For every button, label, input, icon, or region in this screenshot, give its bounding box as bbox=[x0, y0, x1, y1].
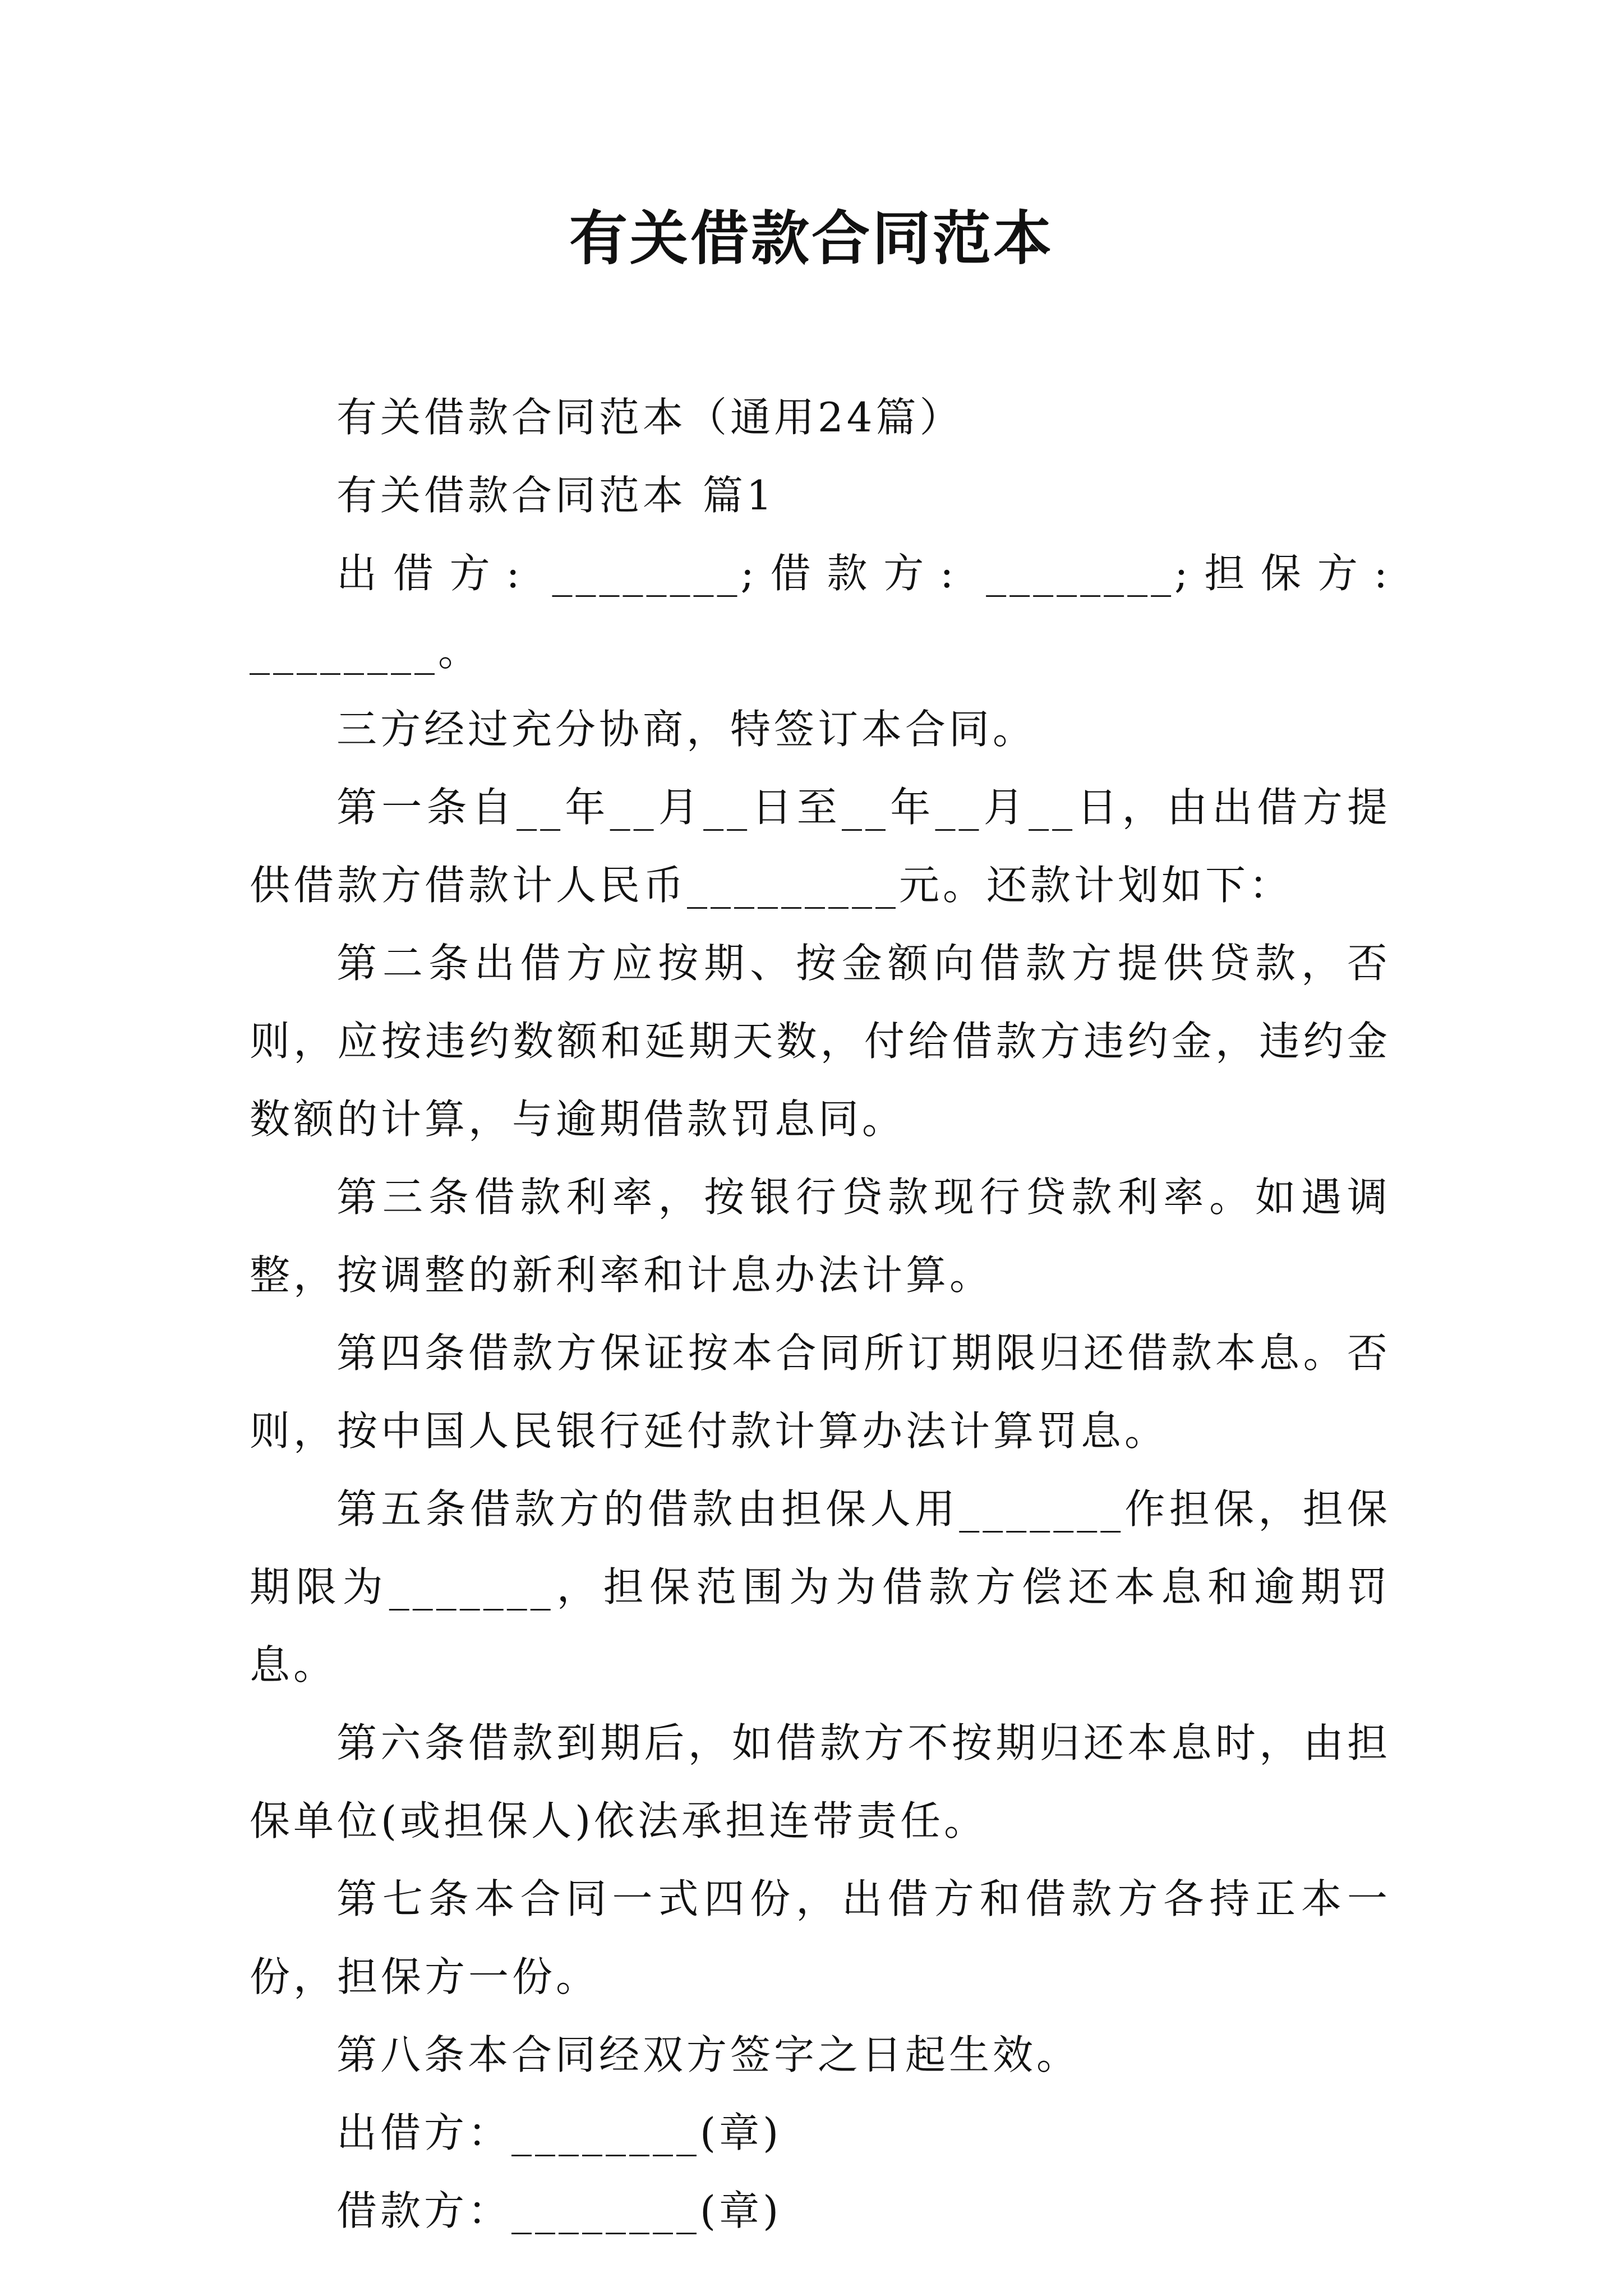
paragraph-section-heading: 有关借款合同范本 篇1 bbox=[336, 472, 776, 519]
paragraph-article-6: 第六条借款到期后，如借款方不按期归还本息时，由担保单位(或担保人)依法承担连带责任。 bbox=[250, 1719, 1391, 1844]
paragraph-parties: 出借方: ________;借款方: ________;担保方: ________。 bbox=[250, 550, 1391, 675]
paragraph-article-3: 第三条借款利率，按银行贷款现行贷款利率。如遇调整，按调整的新利率和计息办法计算。 bbox=[250, 1174, 1391, 1299]
paragraph-article-7: 第七条本合同一式四份，出借方和借款方各持正本一份，担保方一份。 bbox=[250, 1875, 1391, 2000]
signature-lender: 出借方：________(章) bbox=[336, 2109, 782, 2156]
document-body bbox=[250, 379, 1391, 2250]
paragraph-article-2: 第二条出借方应按期、按金额向借款方提供贷款，否则，应按违约数额和延期天数，付给借款方违约金，违约金数额的计算，与逾期借款罚息同。 bbox=[250, 940, 1391, 1143]
paragraph-preamble: 三方经过充分协商，特签订本合同。 bbox=[336, 706, 1037, 753]
paragraph-subtitle: 有关借款合同范本（通用24篇） bbox=[336, 394, 963, 441]
paragraph-article-5: 第五条借款方的借款由担保人用_______作担保，担保期限为_______，担保范围为为借款方偿还本息和逾期罚息。 bbox=[250, 1485, 1391, 1688]
paragraph-article-1: 第一条自__年__月__日至__年__月__日，由出借方提供借款方借款计人民币_________元。还款计划如下： bbox=[250, 784, 1391, 909]
paragraph-article-8: 第八条本合同经双方签字之日起生效。 bbox=[336, 2031, 1081, 2078]
signature-borrower: 借款方：________(章) bbox=[336, 2187, 782, 2234]
document-title: 有关借款合同范本 bbox=[569, 204, 1054, 273]
paragraph-article-4: 第四条借款方保证按本合同所订期限归还借款本息。否则，按中国人民银行延付款计算办法计算罚息。 bbox=[250, 1329, 1391, 1455]
